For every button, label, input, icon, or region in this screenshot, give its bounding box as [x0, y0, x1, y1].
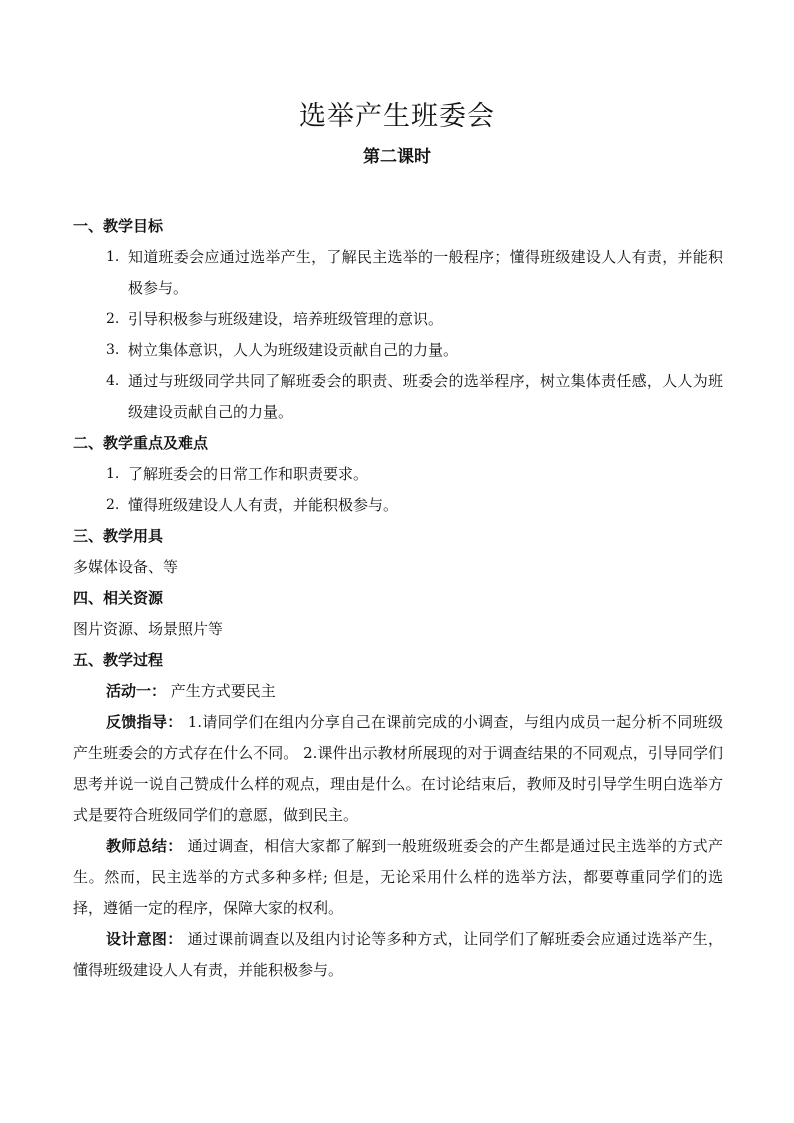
section-heading-key-points: 二、教学重点及难点: [73, 434, 209, 452]
activity-text: 产生方式要民主: [170, 682, 276, 700]
activity-label: 活动一：: [106, 682, 167, 700]
list-item-number: 1.: [106, 249, 120, 265]
list-item-number: 2.: [106, 497, 120, 513]
activity-line: [73, 676, 723, 707]
list-item-number: 3.: [106, 342, 120, 358]
list-item: [73, 335, 723, 366]
list-item: [73, 242, 723, 304]
list-item-text: 知道班委会应通过选举产生，了解民主选举的一般程序；懂得班级建设人人有责，并能积极参与。: [128, 248, 723, 297]
list-item: [73, 366, 723, 428]
summary-paragraph: [73, 831, 723, 924]
list-item: [73, 490, 723, 521]
section-heading-resources: 四、相关资源: [73, 589, 164, 607]
list-item-number: 2.: [106, 311, 120, 327]
list-item-text: 引导积极参与班级建设，培养班级管理的意识。: [128, 310, 444, 328]
list-item-text: 了解班委会的日常工作和职责要求。: [128, 465, 369, 483]
list-item-text: 懂得班级建设人人有责，并能积极参与。: [128, 496, 399, 514]
summary-label: 教师总结：: [106, 837, 183, 855]
document-title: 选举产生班委会: [299, 101, 495, 132]
list-item: [73, 459, 723, 490]
section-heading-tools: 三、教学用具: [73, 527, 164, 545]
resources-text: 图片资源、场景照片等: [73, 620, 224, 638]
feedback-label: 反馈指导：: [106, 713, 183, 731]
feedback-paragraph: [73, 707, 723, 831]
summary-text: 通过调查，相信大家都了解到一般班级班委会的产生都是通过民主选举的方式产生。然而，民主选举的方式多种多样; 但是，无论采用什么样的选举方法，都要尊重同学们的选择，遵循一定的程序，保障大家的权利。: [73, 837, 723, 917]
intent-text: 通过课前调查以及组内讨论等多种方式，让同学们了解班委会应通过选举产生，懂得班级建设人人有责，并能积极参与。: [73, 930, 723, 979]
section-heading-goals: 一、教学目标: [73, 217, 164, 235]
list-item: [73, 304, 723, 335]
tools-text: 多媒体设备、等: [73, 558, 179, 576]
list-item-number: 1.: [106, 466, 120, 482]
intent-label: 设计意图：: [106, 930, 183, 948]
list-item-text: 通过与班级同学共同了解班委会的职责、班委会的选举程序，树立集体责任感，人人为班级建设贡献自己的力量。: [128, 372, 723, 421]
intent-paragraph: [73, 924, 723, 986]
document-body: [73, 211, 723, 986]
list-item-text: 树立集体意识，人人为班级建设贡献自己的力量。: [128, 341, 459, 359]
list-item-number: 4.: [106, 373, 120, 389]
section-heading-process: 五、教学过程: [73, 651, 164, 669]
feedback-text: 1.请同学们在组内分享自己在课前完成的小调查，与组内成员一起分析不同班级产生班委会的方式存在什么不同。 2.课件出示教材所展现的对于调查结果的不同观点，引导同学们思考并说一说自己赞成什么样的观点，理由是什么。在讨论结束后，教师及时引导学生明白选举方式是要符合班级同学们的意愿，做到民主。: [73, 713, 723, 824]
document-subtitle: 第二课时: [363, 147, 431, 167]
